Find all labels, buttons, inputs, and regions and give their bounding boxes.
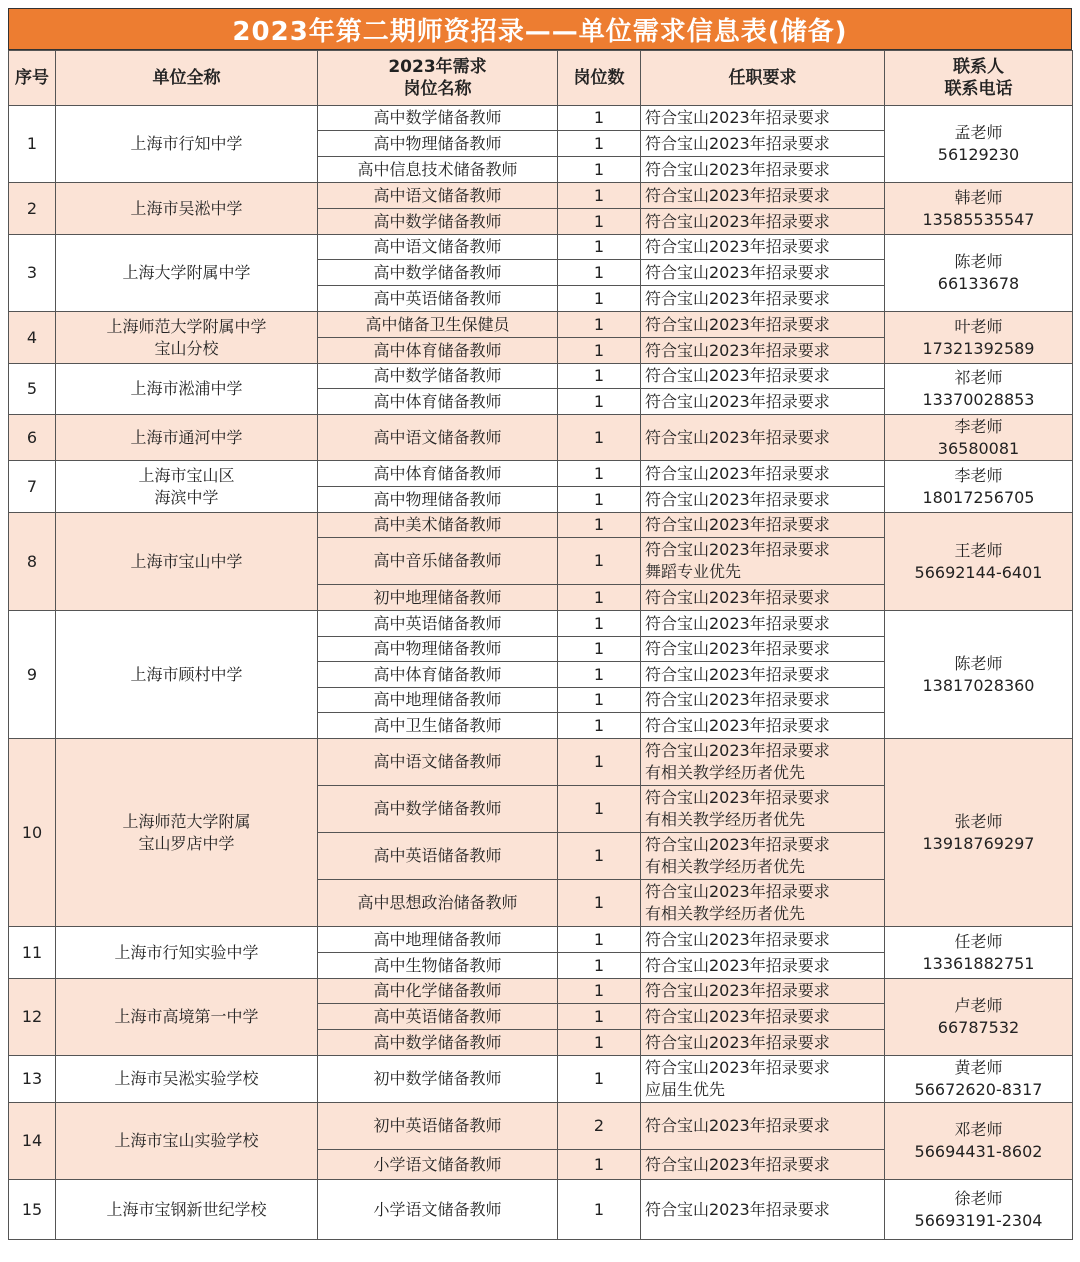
count-cell: 1 xyxy=(558,209,641,235)
requirement-cell: 符合宝山2023年招录要求 xyxy=(641,1030,885,1056)
unit-cell: 上海市通河中学 xyxy=(56,415,318,461)
position-cell: 高中物理储备教师 xyxy=(318,637,558,662)
count-cell: 1 xyxy=(558,487,641,513)
requirement-cell: 符合宝山2023年招录要求 xyxy=(641,927,885,953)
requirement-cell: 符合宝山2023年招录要求 有相关教学经历者优先 xyxy=(641,833,885,880)
position-cell: 高中语文储备教师 xyxy=(318,183,558,209)
unit-cell: 上海市淞浦中学 xyxy=(56,364,318,415)
position-cell: 高中英语储备教师 xyxy=(318,286,558,312)
position-cell: 高中语文储备教师 xyxy=(318,415,558,461)
requirement-cell: 符合宝山2023年招录要求 xyxy=(641,611,885,637)
position-cell: 高中体育储备教师 xyxy=(318,338,558,364)
count-cell: 1 xyxy=(558,260,641,286)
requirement-cell: 符合宝山2023年招录要求 有相关教学经历者优先 xyxy=(641,739,885,786)
header-contact: 联系人 联系电话 xyxy=(885,51,1073,106)
header-unit: 单位全称 xyxy=(56,51,318,106)
position-cell: 初中数学储备教师 xyxy=(318,1056,558,1103)
requirement-cell: 符合宝山2023年招录要求 xyxy=(641,312,885,338)
unit-cell: 上海大学附属中学 xyxy=(56,235,318,312)
table-row xyxy=(9,927,1073,953)
contact-cell: 王老师 56692144-6401 xyxy=(885,513,1073,611)
unit-cell: 上海市吴淞中学 xyxy=(56,183,318,235)
requirement-cell: 符合宝山2023年招录要求 xyxy=(641,106,885,131)
table-title: 2023年第二期师资招录——单位需求信息表(储备) xyxy=(8,8,1072,50)
count-cell: 1 xyxy=(558,131,641,157)
contact-cell: 陈老师 66133678 xyxy=(885,235,1073,312)
recruitment-table xyxy=(8,50,1073,1240)
unit-cell: 上海市宝山区 海滨中学 xyxy=(56,461,318,513)
unit-cell: 上海市高境第一中学 xyxy=(56,979,318,1056)
contact-cell: 祁老师 13370028853 xyxy=(885,364,1073,415)
header-serial: 序号 xyxy=(9,51,56,106)
position-cell: 高中数学储备教师 xyxy=(318,260,558,286)
position-cell: 高中英语储备教师 xyxy=(318,1004,558,1030)
position-cell: 高中地理储备教师 xyxy=(318,927,558,953)
position-cell: 高中数学储备教师 xyxy=(318,1030,558,1056)
requirement-cell: 符合宝山2023年招录要求 应届生优先 xyxy=(641,1056,885,1103)
count-cell: 1 xyxy=(558,953,641,979)
serial-cell: 14 xyxy=(9,1103,56,1180)
requirement-cell: 符合宝山2023年招录要求 舞蹈专业优先 xyxy=(641,538,885,585)
serial-cell: 15 xyxy=(9,1180,56,1240)
position-cell: 高中美术储备教师 xyxy=(318,513,558,538)
count-cell: 1 xyxy=(558,106,641,131)
requirement-cell: 符合宝山2023年招录要求 xyxy=(641,979,885,1004)
position-cell: 高中英语储备教师 xyxy=(318,611,558,637)
table-row xyxy=(9,611,1073,637)
table-row xyxy=(9,364,1073,389)
unit-cell: 上海市宝山实验学校 xyxy=(56,1103,318,1180)
count-cell: 1 xyxy=(558,688,641,713)
contact-cell: 张老师 13918769297 xyxy=(885,739,1073,927)
requirement-cell: 符合宝山2023年招录要求 xyxy=(641,260,885,286)
contact-cell: 卢老师 66787532 xyxy=(885,979,1073,1056)
position-cell: 高中体育储备教师 xyxy=(318,461,558,487)
position-cell: 高中思想政治储备教师 xyxy=(318,880,558,927)
position-cell: 小学语文储备教师 xyxy=(318,1180,558,1240)
count-cell: 1 xyxy=(558,927,641,953)
count-cell: 1 xyxy=(558,1150,641,1180)
serial-cell: 7 xyxy=(9,461,56,513)
unit-cell: 上海市顾村中学 xyxy=(56,611,318,739)
requirement-cell: 符合宝山2023年招录要求 xyxy=(641,338,885,364)
count-cell: 1 xyxy=(558,312,641,338)
requirement-cell: 符合宝山2023年招录要求 xyxy=(641,364,885,389)
contact-cell: 叶老师 17321392589 xyxy=(885,312,1073,364)
position-cell: 高中信息技术储备教师 xyxy=(318,157,558,183)
count-cell: 1 xyxy=(558,1056,641,1103)
count-cell: 1 xyxy=(558,637,641,662)
count-cell: 2 xyxy=(558,1103,641,1150)
count-cell: 1 xyxy=(558,739,641,786)
requirement-cell: 符合宝山2023年招录要求 xyxy=(641,286,885,312)
table-row xyxy=(9,312,1073,338)
contact-cell: 李老师 18017256705 xyxy=(885,461,1073,513)
requirement-cell: 符合宝山2023年招录要求 xyxy=(641,662,885,688)
requirement-cell: 符合宝山2023年招录要求 有相关教学经历者优先 xyxy=(641,880,885,927)
table-row xyxy=(9,1180,1073,1240)
requirement-cell: 符合宝山2023年招录要求 xyxy=(641,1150,885,1180)
serial-cell: 3 xyxy=(9,235,56,312)
serial-cell: 13 xyxy=(9,1056,56,1103)
requirement-cell: 符合宝山2023年招录要求 xyxy=(641,389,885,415)
table-row xyxy=(9,1056,1073,1103)
serial-cell: 12 xyxy=(9,979,56,1056)
position-cell: 高中卫生储备教师 xyxy=(318,713,558,739)
serial-cell: 2 xyxy=(9,183,56,235)
count-cell: 1 xyxy=(558,662,641,688)
table-row xyxy=(9,739,1073,786)
position-cell: 高中音乐储备教师 xyxy=(318,538,558,585)
count-cell: 1 xyxy=(558,1180,641,1240)
count-cell: 1 xyxy=(558,611,641,637)
count-cell: 1 xyxy=(558,364,641,389)
position-cell: 高中数学储备教师 xyxy=(318,209,558,235)
requirement-cell: 符合宝山2023年招录要求 xyxy=(641,585,885,611)
requirement-cell: 符合宝山2023年招录要求 xyxy=(641,183,885,209)
contact-cell: 黄老师 56672620-8317 xyxy=(885,1056,1073,1103)
requirement-cell: 符合宝山2023年招录要求 xyxy=(641,461,885,487)
position-cell: 高中体育储备教师 xyxy=(318,662,558,688)
requirement-cell: 符合宝山2023年招录要求 xyxy=(641,637,885,662)
position-cell: 初中英语储备教师 xyxy=(318,1103,558,1150)
table-row xyxy=(9,979,1073,1004)
position-cell: 高中体育储备教师 xyxy=(318,389,558,415)
table-row xyxy=(9,106,1073,131)
requirement-cell: 符合宝山2023年招录要求 xyxy=(641,157,885,183)
position-cell: 高中数学储备教师 xyxy=(318,786,558,833)
unit-cell: 上海市宝钢新世纪学校 xyxy=(56,1180,318,1240)
header-count: 岗位数 xyxy=(558,51,641,106)
requirement-cell: 符合宝山2023年招录要求 xyxy=(641,131,885,157)
position-cell: 高中英语储备教师 xyxy=(318,833,558,880)
count-cell: 1 xyxy=(558,415,641,461)
serial-cell: 1 xyxy=(9,106,56,183)
contact-cell: 徐老师 56693191-2304 xyxy=(885,1180,1073,1240)
contact-cell: 任老师 13361882751 xyxy=(885,927,1073,979)
requirement-cell: 符合宝山2023年招录要求 xyxy=(641,1103,885,1150)
count-cell: 1 xyxy=(558,157,641,183)
count-cell: 1 xyxy=(558,338,641,364)
position-cell: 高中物理储备教师 xyxy=(318,487,558,513)
requirement-cell: 符合宝山2023年招录要求 xyxy=(641,953,885,979)
requirement-cell: 符合宝山2023年招录要求 有相关教学经历者优先 xyxy=(641,786,885,833)
count-cell: 1 xyxy=(558,183,641,209)
requirement-cell: 符合宝山2023年招录要求 xyxy=(641,713,885,739)
serial-cell: 10 xyxy=(9,739,56,927)
serial-cell: 11 xyxy=(9,927,56,979)
header-row xyxy=(9,51,1073,106)
requirement-cell: 符合宝山2023年招录要求 xyxy=(641,235,885,260)
requirement-cell: 符合宝山2023年招录要求 xyxy=(641,1180,885,1240)
contact-cell: 李老师 36580081 xyxy=(885,415,1073,461)
contact-cell: 韩老师 13585535547 xyxy=(885,183,1073,235)
count-cell: 1 xyxy=(558,461,641,487)
requirement-cell: 符合宝山2023年招录要求 xyxy=(641,209,885,235)
count-cell: 1 xyxy=(558,513,641,538)
serial-cell: 6 xyxy=(9,415,56,461)
position-cell: 初中地理储备教师 xyxy=(318,585,558,611)
count-cell: 1 xyxy=(558,786,641,833)
count-cell: 1 xyxy=(558,389,641,415)
count-cell: 1 xyxy=(558,880,641,927)
table-row xyxy=(9,183,1073,209)
count-cell: 1 xyxy=(558,286,641,312)
position-cell: 高中地理储备教师 xyxy=(318,688,558,713)
count-cell: 1 xyxy=(558,713,641,739)
table-row xyxy=(9,235,1073,260)
requirement-cell: 符合宝山2023年招录要求 xyxy=(641,1004,885,1030)
position-cell: 小学语文储备教师 xyxy=(318,1150,558,1180)
serial-cell: 8 xyxy=(9,513,56,611)
serial-cell: 5 xyxy=(9,364,56,415)
requirement-cell: 符合宝山2023年招录要求 xyxy=(641,415,885,461)
position-cell: 高中数学储备教师 xyxy=(318,106,558,131)
header-position: 2023年需求 岗位名称 xyxy=(318,51,558,106)
requirement-cell: 符合宝山2023年招录要求 xyxy=(641,513,885,538)
contact-cell: 孟老师 56129230 xyxy=(885,106,1073,183)
contact-cell: 邓老师 56694431-8602 xyxy=(885,1103,1073,1180)
position-cell: 高中储备卫生保健员 xyxy=(318,312,558,338)
table-row xyxy=(9,1103,1073,1150)
count-cell: 1 xyxy=(558,585,641,611)
unit-cell: 上海师范大学附属中学 宝山分校 xyxy=(56,312,318,364)
position-cell: 高中物理储备教师 xyxy=(318,131,558,157)
unit-cell: 上海师范大学附属 宝山罗店中学 xyxy=(56,739,318,927)
count-cell: 1 xyxy=(558,538,641,585)
position-cell: 高中语文储备教师 xyxy=(318,235,558,260)
position-cell: 高中语文储备教师 xyxy=(318,739,558,786)
count-cell: 1 xyxy=(558,979,641,1004)
position-cell: 高中数学储备教师 xyxy=(318,364,558,389)
serial-cell: 9 xyxy=(9,611,56,739)
table-row xyxy=(9,415,1073,461)
count-cell: 1 xyxy=(558,235,641,260)
requirement-cell: 符合宝山2023年招录要求 xyxy=(641,487,885,513)
unit-cell: 上海市宝山中学 xyxy=(56,513,318,611)
unit-cell: 上海市吴淞实验学校 xyxy=(56,1056,318,1103)
serial-cell: 4 xyxy=(9,312,56,364)
position-cell: 高中化学储备教师 xyxy=(318,979,558,1004)
position-cell: 高中生物储备教师 xyxy=(318,953,558,979)
count-cell: 1 xyxy=(558,1004,641,1030)
header-requirement: 任职要求 xyxy=(641,51,885,106)
table-row xyxy=(9,513,1073,538)
table-body xyxy=(9,106,1073,1240)
contact-cell: 陈老师 13817028360 xyxy=(885,611,1073,739)
table-row xyxy=(9,461,1073,487)
requirement-cell: 符合宝山2023年招录要求 xyxy=(641,688,885,713)
count-cell: 1 xyxy=(558,833,641,880)
unit-cell: 上海市行知中学 xyxy=(56,106,318,183)
count-cell: 1 xyxy=(558,1030,641,1056)
unit-cell: 上海市行知实验中学 xyxy=(56,927,318,979)
